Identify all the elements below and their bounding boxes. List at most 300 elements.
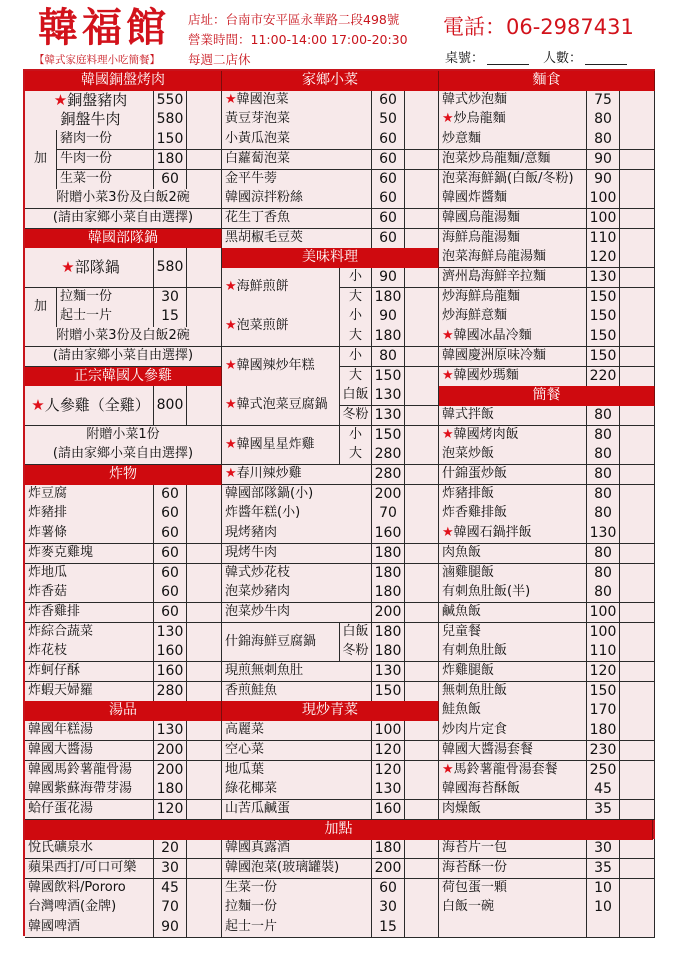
quantity-field[interactable]: [620, 170, 655, 190]
menu-item-price: 180: [372, 327, 405, 347]
section-header: 麵食: [439, 71, 655, 91]
quantity-field[interactable]: [620, 780, 655, 800]
menu-item-price: 100: [372, 721, 405, 741]
quantity-field[interactable]: [405, 780, 439, 800]
addon-label: 加: [25, 130, 57, 190]
quantity-field[interactable]: [405, 229, 439, 249]
menu-item-price: 130: [372, 386, 405, 406]
star-icon: ★: [442, 328, 454, 344]
section-note: (請由家鄉小菜自由選擇): [25, 445, 222, 465]
menu-item-name: 韓國紫蘇海帶芽湯: [25, 780, 154, 800]
quantity-field[interactable]: [620, 761, 655, 781]
quantity-field[interactable]: [405, 465, 439, 485]
menu-item-name: 香煎鮭魚: [222, 682, 372, 702]
quantity-field[interactable]: [405, 485, 439, 505]
menu-item-name: 空心菜: [222, 741, 372, 761]
menu-item-name: 炸豆腐: [25, 485, 154, 505]
quantity-field[interactable]: [187, 898, 222, 918]
star-icon: ★: [442, 761, 454, 777]
menu-item-name: 炸地瓜: [25, 564, 154, 584]
quantity-field[interactable]: [620, 367, 655, 387]
quantity-field[interactable]: [187, 682, 222, 702]
size-option: 小: [340, 307, 372, 327]
menu-item-name: ★韓國星星炸雞: [222, 426, 340, 466]
quantity-field[interactable]: [620, 229, 655, 249]
menu-item-price: 60: [372, 170, 405, 190]
quantity-field[interactable]: [620, 465, 655, 485]
star-icon: ★: [31, 396, 45, 415]
section-header: 簡餐: [439, 386, 655, 406]
addon-item-price: 15: [154, 307, 187, 327]
quantity-field[interactable]: [187, 859, 222, 879]
menu-item-price: 280: [372, 445, 405, 465]
quantity-field[interactable]: [187, 603, 222, 623]
table-number-field[interactable]: [487, 64, 529, 65]
section-note: 附贈小菜1份: [25, 426, 222, 446]
section-header: 韓國銅盤烤肉: [25, 71, 222, 91]
menu-item-price: 580: [154, 110, 187, 130]
section-note: (請由家鄉小菜自由選擇): [25, 209, 222, 229]
menu-item-price: 150: [587, 288, 620, 308]
quantity-field[interactable]: [405, 662, 439, 682]
menu-item-name: 炒肉片定食: [439, 721, 587, 741]
menu-item-name: 韓國泡菜(玻璃罐裝): [222, 859, 372, 879]
menu-item-name: 韓式炒花枝: [222, 564, 372, 584]
menu-item-price: 80: [587, 130, 620, 150]
menu-item-name: 白蘿蔔泡菜: [222, 150, 372, 170]
menu-item-price: 180: [587, 721, 620, 741]
quantity-field[interactable]: [620, 918, 655, 938]
quantity-field[interactable]: [405, 189, 439, 209]
menu-item-name: 炒海鮮意麵: [439, 307, 587, 327]
section-note: (請由家鄉小菜自由選擇): [25, 347, 222, 367]
quantity-field[interactable]: [405, 918, 439, 938]
menu-item-price: 130: [372, 406, 405, 426]
menu-item-name: 海苔片一包: [439, 839, 587, 859]
menu-item-price: 10: [587, 879, 620, 899]
menu-item-price: 550: [154, 91, 187, 111]
menu-item-name: 蛤仔蛋花湯: [25, 800, 154, 820]
menu-item-price: 180: [154, 780, 187, 800]
quantity-field[interactable]: [405, 839, 439, 859]
quantity-field[interactable]: [620, 682, 655, 702]
menu-item-name: 韓國真露酒: [222, 839, 372, 859]
people-count-label: 人數：: [543, 51, 583, 66]
quantity-field[interactable]: [405, 150, 439, 170]
menu-item-price: 150: [372, 426, 405, 446]
star-icon: ★: [225, 357, 237, 373]
menu-item-price: 120: [372, 761, 405, 781]
quantity-field[interactable]: [620, 288, 655, 308]
star-icon: ★: [442, 367, 454, 383]
menu-item-price: 80: [587, 445, 620, 465]
menu-item-name: 綠花椰菜: [222, 780, 372, 800]
menu-item-name: 起士一片: [222, 918, 372, 938]
quantity-field[interactable]: [187, 918, 222, 938]
quantity-field[interactable]: [620, 91, 655, 111]
quantity-field[interactable]: [187, 130, 222, 150]
quantity-field[interactable]: [620, 564, 655, 584]
menu-item-name: 炒意麵: [439, 130, 587, 150]
menu-item-price: 130: [154, 721, 187, 741]
star-icon: ★: [442, 426, 454, 442]
menu-item-name: 濟州島海鮮辛拉麵: [439, 268, 587, 288]
menu-item-price: 130: [587, 524, 620, 544]
menu-item-name: 現煎無刺魚肚: [222, 662, 372, 682]
menu-item-price: 150: [587, 327, 620, 347]
menu-item-name: 炒海鮮烏龍麵: [439, 288, 587, 308]
menu-item-price: 100: [587, 209, 620, 229]
menu-item-price: 90: [587, 170, 620, 190]
size-option: 白飯: [340, 386, 372, 406]
quantity-field[interactable]: [620, 209, 655, 229]
menu-item-name: 泡菜炒烏龍麵/意麵: [439, 150, 587, 170]
menu-item-name: 蘋果西打/可口可樂: [25, 859, 154, 879]
quantity-field[interactable]: [620, 741, 655, 761]
quantity-field[interactable]: [405, 91, 439, 111]
quantity-field[interactable]: [405, 603, 439, 623]
menu-item-price: 15: [372, 918, 405, 938]
menu-item-name: 小黃瓜泡菜: [222, 130, 372, 150]
menu-item-name: 現烤牛肉: [222, 544, 372, 564]
quantity-field[interactable]: [620, 130, 655, 150]
menu-item-price: 200: [154, 761, 187, 781]
menu-item-name: 泡菜炒飯: [439, 445, 587, 465]
quantity-field[interactable]: [187, 150, 222, 170]
section-header: 湯品: [25, 701, 222, 721]
quantity-field[interactable]: [620, 445, 655, 465]
menu-item-price: 60: [154, 485, 187, 505]
menu-item-name: 炸雞腿飯: [439, 662, 587, 682]
menu-item-name: 炸豬排飯: [439, 485, 587, 505]
menu-item-name: 泡菜炒豬肉: [222, 583, 372, 603]
quantity-field[interactable]: [405, 682, 439, 702]
menu-item-name: 炸香雞排: [25, 603, 154, 623]
quantity-field[interactable]: [620, 859, 655, 879]
people-count-field[interactable]: [585, 64, 627, 65]
quantity-field[interactable]: [187, 780, 222, 800]
quantity-field[interactable]: [405, 170, 439, 190]
quantity-field[interactable]: [187, 761, 222, 781]
menu-item-name: 台灣啤酒(金牌): [25, 898, 154, 918]
quantity-field[interactable]: [620, 898, 655, 918]
menu-item-name: 韓國年糕湯: [25, 721, 154, 741]
menu-item-name: 荷包蛋一顆: [439, 879, 587, 899]
quantity-field[interactable]: [620, 879, 655, 899]
menu-item-name: 泡菜炒牛肉: [222, 603, 372, 623]
quantity-field[interactable]: [405, 741, 439, 761]
quantity-field[interactable]: [620, 721, 655, 741]
menu-item-name: 無刺魚肚飯: [439, 682, 587, 702]
menu-item-name: ★韓國冰晶冷麵: [439, 327, 587, 347]
quantity-field[interactable]: [405, 347, 439, 367]
menu-item-price: 80: [587, 465, 620, 485]
addon-item-name: 拉麵一份: [57, 288, 154, 308]
menu-item-name: ★韓國石鍋拌飯: [439, 524, 587, 544]
menu-item-price: 80: [372, 347, 405, 367]
menu-item-name: 兒童餐: [439, 623, 587, 643]
menu-item-price: 120: [154, 800, 187, 820]
quantity-field[interactable]: [405, 209, 439, 229]
menu-item-price: 100: [587, 603, 620, 623]
menu-item-name: 韓國慶洲原味冷麵: [439, 347, 587, 367]
business-hours: 營業時間：11:00-14:00 17:00-20:30: [188, 32, 408, 47]
menu-item-price: 60: [154, 603, 187, 623]
quantity-field[interactable]: [405, 307, 439, 327]
menu-item-price: 170: [587, 701, 620, 721]
star-icon: ★: [225, 279, 237, 294]
address: 店址：台南市安平區永華路二段498號: [188, 12, 400, 27]
menu-item-price: 200: [372, 859, 405, 879]
quantity-field[interactable]: [187, 583, 222, 603]
quantity-field[interactable]: [187, 839, 222, 859]
menu-item-price: 180: [372, 623, 405, 643]
menu-item-price: 180: [372, 544, 405, 564]
star-icon: ★: [442, 525, 454, 541]
menu-item-price: 60: [372, 150, 405, 170]
quantity-field[interactable]: [620, 701, 655, 721]
star-icon: ★: [225, 436, 237, 452]
menu-item-name: ★部隊鍋: [25, 248, 154, 288]
menu-item-name: 韓國海苔酥飯: [439, 780, 587, 800]
quantity-field[interactable]: [405, 445, 439, 465]
quantity-field[interactable]: [405, 879, 439, 899]
star-icon: ★: [53, 90, 68, 109]
addon-item-price: 150: [154, 130, 187, 150]
menu-item-name: 肉魚飯: [439, 544, 587, 564]
quantity-field[interactable]: [187, 662, 222, 682]
menu-item-name: 韓國炸醬麵: [439, 189, 587, 209]
menu-item-price: 110: [587, 229, 620, 249]
menu-item-name: 黃豆芽泡菜: [222, 110, 372, 130]
menu-item-price: 90: [372, 307, 405, 327]
quantity-field[interactable]: [187, 91, 222, 111]
quantity-field[interactable]: [405, 583, 439, 603]
menu-item-price: 35: [587, 800, 620, 820]
quantity-field[interactable]: [620, 839, 655, 859]
quantity-field[interactable]: [405, 564, 439, 584]
quantity-field[interactable]: [405, 859, 439, 879]
menu-item-price: 120: [587, 248, 620, 268]
quantity-field[interactable]: [620, 110, 655, 130]
quantity-field[interactable]: [620, 406, 655, 426]
menu-item-name: ★韓國烤肉飯: [439, 426, 587, 446]
menu-item-name: 炸醬年糕(小): [222, 504, 372, 524]
menu-item-price: 230: [587, 741, 620, 761]
quantity-field[interactable]: [620, 426, 655, 446]
quantity-field[interactable]: [187, 504, 222, 524]
quantity-field[interactable]: [405, 426, 439, 446]
menu-item-price: 60: [372, 209, 405, 229]
quantity-field[interactable]: [187, 721, 222, 741]
quantity-field[interactable]: [187, 879, 222, 899]
menu-item-price: 90: [372, 268, 405, 288]
menu-item-price: 45: [587, 780, 620, 800]
menu-item-price: 150: [372, 682, 405, 702]
quantity-field[interactable]: [620, 485, 655, 505]
quantity-field[interactable]: [620, 268, 655, 288]
menu-item-price: 60: [372, 229, 405, 249]
section-header-extras: 加點: [25, 820, 653, 840]
quantity-field[interactable]: [620, 189, 655, 209]
menu-item-price: 30: [587, 839, 620, 859]
menu-item-price: 130: [372, 662, 405, 682]
menu-item-price: 120: [587, 662, 620, 682]
menu-item-price: 180: [372, 288, 405, 308]
quantity-field[interactable]: [620, 544, 655, 564]
menu-item-price: 200: [372, 485, 405, 505]
star-icon: ★: [442, 111, 454, 127]
menu-item-name: ★春川辣炒雞: [222, 465, 372, 485]
menu-item-name: 炸香雞排飯: [439, 504, 587, 524]
menu-item-price: 180: [372, 564, 405, 584]
star-icon: ★: [225, 91, 237, 107]
quantity-field[interactable]: [187, 170, 222, 190]
menu-item-name: ★人參雞（全雞）: [25, 386, 154, 426]
menu-item-name: 韓國大醬湯: [25, 741, 154, 761]
quantity-field[interactable]: [187, 623, 222, 643]
quantity-field[interactable]: [187, 524, 222, 544]
quantity-field[interactable]: [620, 603, 655, 623]
quantity-field[interactable]: [187, 485, 222, 505]
addon-item-price: 60: [154, 170, 187, 190]
menu-item-price: 150: [372, 367, 405, 387]
menu-item-name: 悅氏礦泉水: [25, 839, 154, 859]
quantity-field[interactable]: [405, 386, 439, 406]
quantity-field[interactable]: [405, 544, 439, 564]
star-icon: ★: [61, 258, 75, 277]
quantity-field[interactable]: [405, 288, 439, 308]
quantity-field[interactable]: [405, 130, 439, 150]
quantity-field[interactable]: [405, 721, 439, 741]
section-note: 附贈小菜3份及白飯2碗: [25, 327, 222, 347]
menu-item-name: 山苦瓜鹹蛋: [222, 800, 372, 820]
menu-item-name: ★韓式泡菜豆腐鍋: [222, 386, 340, 426]
menu-item-price: 60: [372, 879, 405, 899]
size-option: 冬粉: [340, 642, 372, 662]
quantity-field[interactable]: [187, 800, 222, 820]
menu-item-name: 韓國飲料/Pororo: [25, 879, 154, 899]
quantity-field[interactable]: [405, 800, 439, 820]
star-icon: ★: [225, 318, 237, 334]
quantity-field[interactable]: [405, 524, 439, 544]
menu-item-price: 150: [587, 682, 620, 702]
quantity-field[interactable]: [187, 288, 222, 308]
menu-item-price: 130: [587, 268, 620, 288]
quantity-field[interactable]: [187, 248, 222, 288]
menu-item-name: 拉麵一份: [222, 898, 372, 918]
quantity-field[interactable]: [187, 741, 222, 761]
menu-item-price: 60: [372, 91, 405, 111]
quantity-field[interactable]: [620, 347, 655, 367]
star-icon: ★: [225, 397, 237, 413]
quantity-field[interactable]: [620, 150, 655, 170]
star-icon: ★: [225, 466, 237, 481]
quantity-field[interactable]: [187, 642, 222, 662]
menu-item-name: 鮭魚飯: [439, 701, 587, 721]
section-note: 附贈小菜3份及白飯2碗: [25, 189, 222, 209]
quantity-field[interactable]: [187, 110, 222, 130]
menu-item-name: 白飯一碗: [439, 898, 587, 918]
quantity-field[interactable]: [405, 504, 439, 524]
menu-item-name: ★韓國炒瑪麵: [439, 367, 587, 387]
menu-item-name: ★炒烏龍麵: [439, 110, 587, 130]
menu-item-name: 地瓜葉: [222, 761, 372, 781]
quantity-field[interactable]: [620, 800, 655, 820]
quantity-field[interactable]: [187, 307, 222, 327]
menu-item-name: 海鮮烏龍湯麵: [439, 229, 587, 249]
menu-item-price: 70: [154, 898, 187, 918]
quantity-field[interactable]: [620, 524, 655, 544]
menu-item-name: 炸蝦天婦羅: [25, 682, 154, 702]
menu-item-price: 30: [154, 859, 187, 879]
section-header: 家鄉小菜: [222, 71, 439, 91]
quantity-field[interactable]: [405, 642, 439, 662]
menu-item-name: ★韓國泡菜: [222, 91, 372, 111]
menu-item-price: 80: [587, 583, 620, 603]
quantity-field[interactable]: [620, 662, 655, 682]
menu-item-name: ★馬鈴薯龍骨湯套餐: [439, 761, 587, 781]
menu-item-name: 什錦海鮮豆腐鍋: [222, 623, 340, 663]
quantity-field[interactable]: [405, 268, 439, 288]
menu-item-name: 炸薯條: [25, 524, 154, 544]
menu-item-name: 韓國部隊鍋(小): [222, 485, 372, 505]
menu-item-name: 肉燥飯: [439, 800, 587, 820]
quantity-field[interactable]: [187, 544, 222, 564]
menu-item-price: 250: [587, 761, 620, 781]
menu-item-name: ★銅盤豬肉: [25, 91, 154, 111]
quantity-field[interactable]: [620, 642, 655, 662]
menu-item-name: 韓式炒泡麵: [439, 91, 587, 111]
menu-item-name: 炸麥克雞塊: [25, 544, 154, 564]
menu-item-price: 80: [587, 564, 620, 584]
menu-item-price: 220: [587, 367, 620, 387]
quantity-field[interactable]: [405, 406, 439, 426]
phone-number: 電話：06-2987431: [443, 15, 634, 39]
quantity-field[interactable]: [620, 623, 655, 643]
menu-item-name: 韓國馬鈴薯龍骨湯: [25, 761, 154, 781]
menu-item-price: 80: [587, 485, 620, 505]
menu-item-name: 高麗菜: [222, 721, 372, 741]
menu-item-price: 80: [587, 426, 620, 446]
quantity-field[interactable]: [187, 386, 222, 426]
quantity-field[interactable]: [620, 583, 655, 603]
size-option: 冬粉: [340, 406, 372, 426]
menu-item-price: 200: [154, 741, 187, 761]
quantity-field[interactable]: [620, 327, 655, 347]
menu-item-price: 800: [154, 386, 187, 426]
size-option: 大: [340, 288, 372, 308]
quantity-field[interactable]: [405, 898, 439, 918]
section-header: 炸物: [25, 465, 222, 485]
menu-item-price: 180: [372, 642, 405, 662]
menu-item-price: 60: [154, 524, 187, 544]
section-header: 美味料理: [222, 248, 439, 268]
menu-item-name: 炸香菇: [25, 583, 154, 603]
quantity-field[interactable]: [620, 307, 655, 327]
quantity-field[interactable]: [620, 248, 655, 268]
quantity-field[interactable]: [405, 110, 439, 130]
menu-item-name: 泡菜海鮮烏龍湯麵: [439, 248, 587, 268]
menu-item-name: 炸花枝: [25, 642, 154, 662]
quantity-field[interactable]: [405, 327, 439, 347]
quantity-field[interactable]: [405, 761, 439, 781]
quantity-field[interactable]: [187, 564, 222, 584]
quantity-field[interactable]: [405, 623, 439, 643]
quantity-field[interactable]: [620, 504, 655, 524]
size-option: 大: [340, 445, 372, 465]
quantity-field[interactable]: [405, 367, 439, 387]
